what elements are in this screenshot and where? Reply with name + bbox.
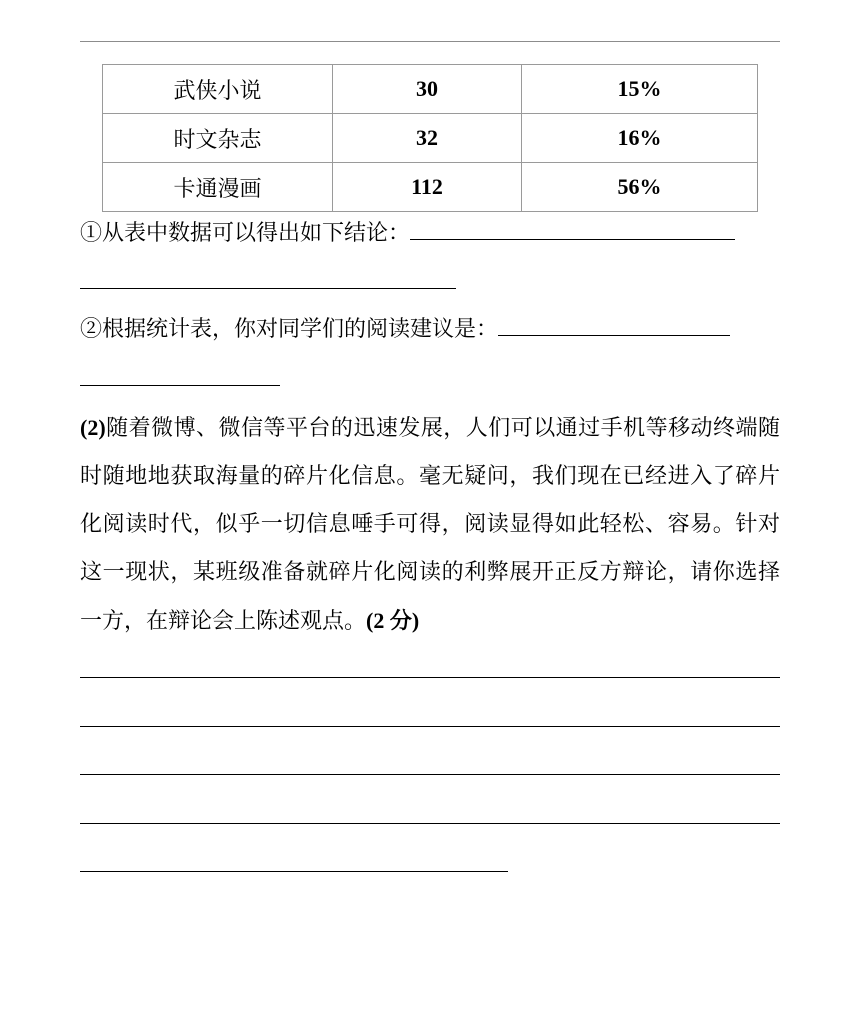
answer-line-1b[interactable] xyxy=(80,288,456,289)
percent-cell: 56% xyxy=(522,163,758,212)
page-header-rule xyxy=(80,41,780,42)
count-cell: 112 xyxy=(333,163,522,212)
count-cell: 30 xyxy=(333,65,522,114)
table-row xyxy=(103,114,758,163)
answer-blank-2[interactable] xyxy=(498,311,730,336)
part2-text: 随着微博、微信等平台的迅速发展，人们可以通过手机等移动终端随时随地地获取海量的碎片化信息。毫无疑问，我们现在已经进入了碎片化阅读时代，似乎一切信息唾手可得，阅读显得如此轻松、容易。针对这一现状，某班级准备就碎片化阅读的利弊展开正反方辩论，请你选择一方，在辩论会上陈述观点。 xyxy=(80,416,780,634)
part2-score: (2 分) xyxy=(366,608,420,633)
category-cell: 时文杂志 xyxy=(103,114,333,163)
answer-line-6[interactable] xyxy=(80,823,780,824)
part2-number: (2) xyxy=(80,415,106,440)
percent-cell: 16% xyxy=(522,114,758,163)
question-2-label: ②根据统计表，你对同学们的阅读建议是： xyxy=(80,317,499,342)
answer-blank-1[interactable] xyxy=(410,215,735,240)
answer-line-4[interactable] xyxy=(80,726,780,727)
answer-line-5[interactable] xyxy=(80,774,780,775)
question-2 xyxy=(80,311,730,345)
category-cell: 武侠小说 xyxy=(103,65,333,114)
table-row xyxy=(103,163,758,212)
question-1 xyxy=(80,215,735,249)
question-1-label: ①从表中数据可以得出如下结论： xyxy=(80,221,411,246)
answer-line-3[interactable] xyxy=(80,677,780,678)
table-row xyxy=(103,65,758,114)
part2-question xyxy=(80,404,780,646)
category-cell: 卡通漫画 xyxy=(103,163,333,212)
answer-line-7[interactable] xyxy=(80,871,508,872)
answer-line-2b[interactable] xyxy=(80,385,280,386)
count-cell: 32 xyxy=(333,114,522,163)
reading-stats-table xyxy=(102,64,758,212)
percent-cell: 15% xyxy=(522,65,758,114)
